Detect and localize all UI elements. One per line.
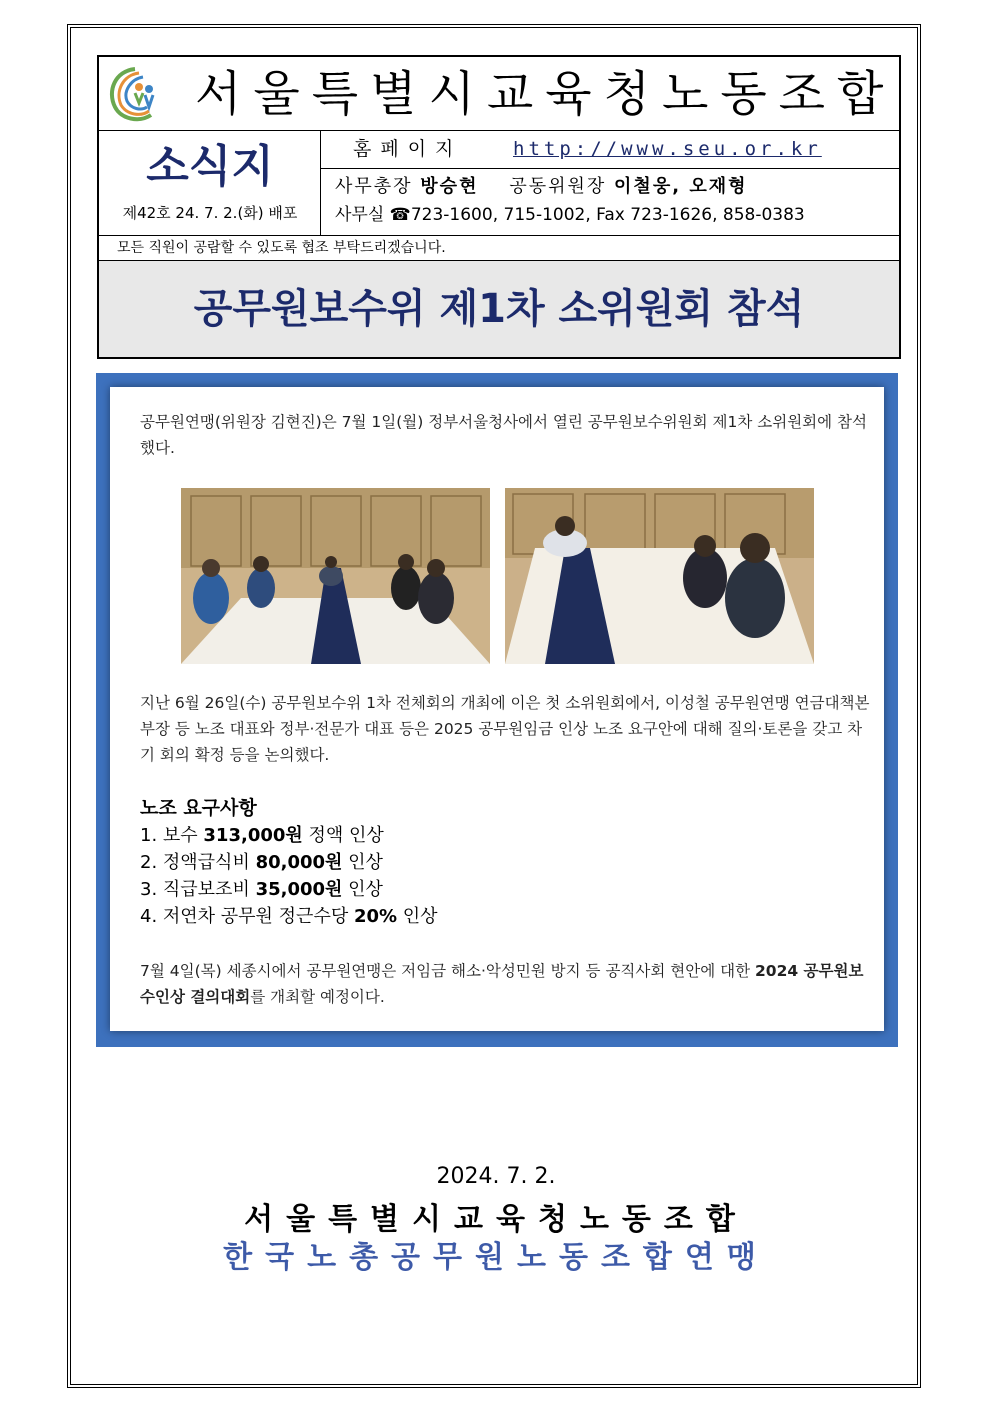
union-logo-icon xyxy=(105,63,167,125)
demands-list xyxy=(140,822,438,930)
meeting-photo-1 xyxy=(181,488,490,664)
demands-title: 노조 요구사항 xyxy=(140,797,257,819)
demand-item: 3. 직급보조비 35,000원 인상 xyxy=(140,879,383,900)
office-phones: 사무실 ☎723-1600, 715-1002, Fax 723-1626, 858-0383 xyxy=(335,205,805,225)
demand-item: 1. 보수 313,000원 정액 인상 xyxy=(140,825,384,846)
article-body: 지난 6월 26일(수) 공무원보수위 1차 전체회의 개최에 이은 첫 소위원회에서, 이성철 공무원연맹 연금대책본부장 등 노조 대표와 정부·전문가 대표 등은 2025 공무원임금 인상 노조 요구안에 대해 질의·토론을 갖고 차기 회의 확정 등을 논의했다. xyxy=(140,694,870,764)
newsletter-header xyxy=(97,55,901,359)
article-closing: 7월 4일(목) 세종시에서 공무원연맹은 저임금 해소·악성민원 방지 등 공직사회 현안에 대한 2024 공무원보수인상 결의대회를 개최할 예정이다. xyxy=(140,962,864,1006)
demand-item: 2. 정액급식비 80,000원 인상 xyxy=(140,852,383,873)
footer-federation-name: 한국노총공무원노동조합연맹 xyxy=(223,1240,769,1275)
homepage-label: 홈페이지 xyxy=(353,138,463,160)
contact-row xyxy=(321,169,899,235)
newsletter-id-cell xyxy=(99,131,321,235)
title-row xyxy=(99,57,899,131)
article-intro: 공무원연맹(위원장 김현진)은 7월 1일(월) 정부서울청사에서 열린 공무원보수위원회 제1차 소위원회에 참석했다. xyxy=(140,413,867,457)
issue-info: 제42호 24. 7. 2.(화) 배포 xyxy=(122,204,298,222)
homepage-row xyxy=(321,131,899,169)
headline-band xyxy=(99,261,899,357)
officer-title-2: 공동위원장 xyxy=(509,176,607,197)
circulation-notice: 모든 직원이 공람할 수 있도록 협조 부탁드리겠습니다. xyxy=(99,235,899,261)
officer-name-2: 이철웅, 오재형 xyxy=(614,176,748,197)
footer-union-name: 서울특별시교육청노동조합 xyxy=(244,1202,748,1237)
headline: 공무원보수위 제1차 소위원회 참석 xyxy=(193,286,805,332)
officer-name-1: 방승현 xyxy=(420,176,479,197)
footer-date: 2024. 7. 2. xyxy=(436,1164,556,1189)
meeting-photo-2 xyxy=(505,488,814,664)
union-title: 서울특별시교육청노동조합 xyxy=(195,66,896,122)
officer-title-1: 사무총장 xyxy=(335,176,413,197)
newsletter-name: 소식지 xyxy=(146,141,274,192)
officers-line xyxy=(335,173,747,201)
demand-item: 4. 저연차 공무원 정근수당 20% 인상 xyxy=(140,906,438,927)
homepage-link[interactable]: http://www.seu.or.kr xyxy=(513,138,822,160)
